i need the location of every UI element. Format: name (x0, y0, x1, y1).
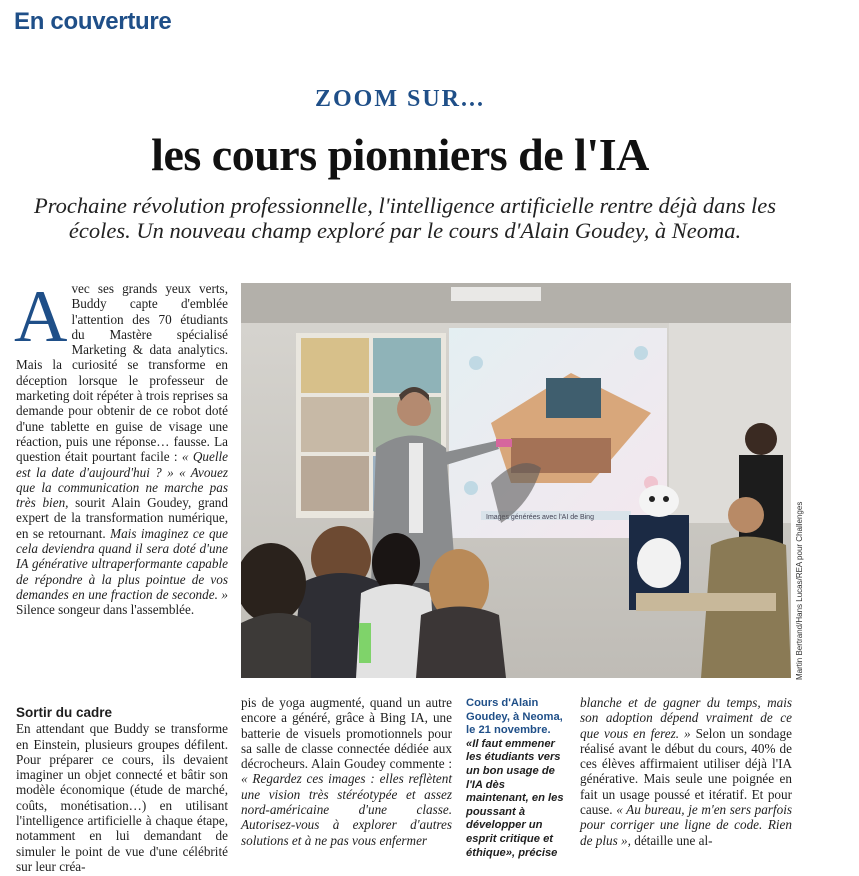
headline: les cours pionniers de l'IA (151, 129, 649, 180)
quote-run: Mais imaginez ce que cela deviendra quand il sera doté d'une IA générative ultraperformante capable de répondre à la plus pointue de vos demandes en une fraction de seconde. » (16, 525, 228, 602)
standfirst: Prochaine révolution professionnelle, l'intelligence artificielle rentre déjà dans les écoles. Un nouveau champ exploré par le cours d'Alain Goudey, à Neoma. (34, 193, 776, 243)
drop-cap: A (14, 276, 68, 358)
section-label: En couverture (14, 8, 172, 35)
text-run: vec ses grands yeux verts, Buddy capte d'emblée l'attention des 70 étudiants du Mastère spécialisé Marketing & data analytics. Mais la curiosité se transforme en déception lorsque le professeur de marketing doit répéter à trois reprises sa demande pour obtenir de ce robot doté d'une tablette en guise de visage une réaction, puis une réponse… fausse. La question était pourtant facile : (16, 281, 228, 465)
photo-credit: Martin Bertrand/Hans Lucas/REA pour Challenges (795, 501, 804, 680)
paragraph: En attendant que Buddy se transforme en Einstein, plusieurs groupes défilent. Pour préparer ce cours, ils devaient imaginer un objet connecté et bâtir son modèle économique (étude de marché, coûts, monétisation…) en utilisant l'intelligence artificielle à chaque étape, notamment en lui demandant de simuler le point de vue d'une célébrité sur leur créa- (16, 721, 228, 874)
paragraph (580, 695, 792, 848)
quote-run: blanche et de gagner du temps, mais son adoption dépend vraiment de ce que vous en ferez. » (580, 695, 792, 741)
text-run: détaille une al- (630, 832, 713, 848)
caption-body: «Il faut emmener les étudiants vers un bon usage de l'IA dès maintenant, en les poussant à développer un esprit critique et éthique», précise (466, 737, 564, 859)
paragraph (241, 695, 452, 848)
kicker: ZOOM SUR... (314, 86, 485, 112)
classroom-illustration (241, 283, 791, 678)
text-run: pis de yoga augmenté, quand un autre encore a généré, grâce à Bing IA, une batterie de visuels promotionnels pour sa salle de classe connectée dédiée aux décrocheurs. Alain Goudey commente : (241, 695, 452, 772)
body-column-1 (14, 276, 228, 618)
body-column-4 (580, 695, 792, 848)
subheading: Sortir du cadre (16, 705, 113, 720)
caption-title: Cours d'Alain Goudey, à Neoma, le 21 novembre. (466, 697, 563, 737)
screen-caption: Images générées avec l'AI de Bing (486, 514, 594, 521)
body-column-2 (241, 695, 452, 848)
photo-caption (466, 697, 568, 860)
quote-run: « Regardez ces images : elles reflètent une vision très stéréotypée et assez nord-américaine d'une classe. Autorisez-vous à explorer d'autres solutions et à ne pas vous enfermer (241, 771, 452, 848)
body-column-1-bottom (16, 695, 228, 874)
classroom-photo (241, 283, 791, 678)
text-run: Selon un sondage réalisé avant le début du cours, 40% de ces élèves affirmaient utiliser déjà l'IA générative. Mais seule une poignée en fait un usage poussé et itératif. Et pour cause. (580, 725, 792, 818)
text-run: sourit Alain Goudey, grand expert de la transformation numérique, en se retournant. (16, 495, 228, 541)
quote-run: « Quelle est la date d'aujourd'hui ? » « Avouez que la communication ne marche pas très bien, (16, 449, 228, 511)
text-run: Silence songeur dans l'assemblée. (16, 602, 195, 618)
quote-run: « Au bureau, je m'en sers parfois pour corriger une ligne de code. Rien de plus », (580, 802, 792, 848)
intro-paragraph (14, 276, 228, 618)
